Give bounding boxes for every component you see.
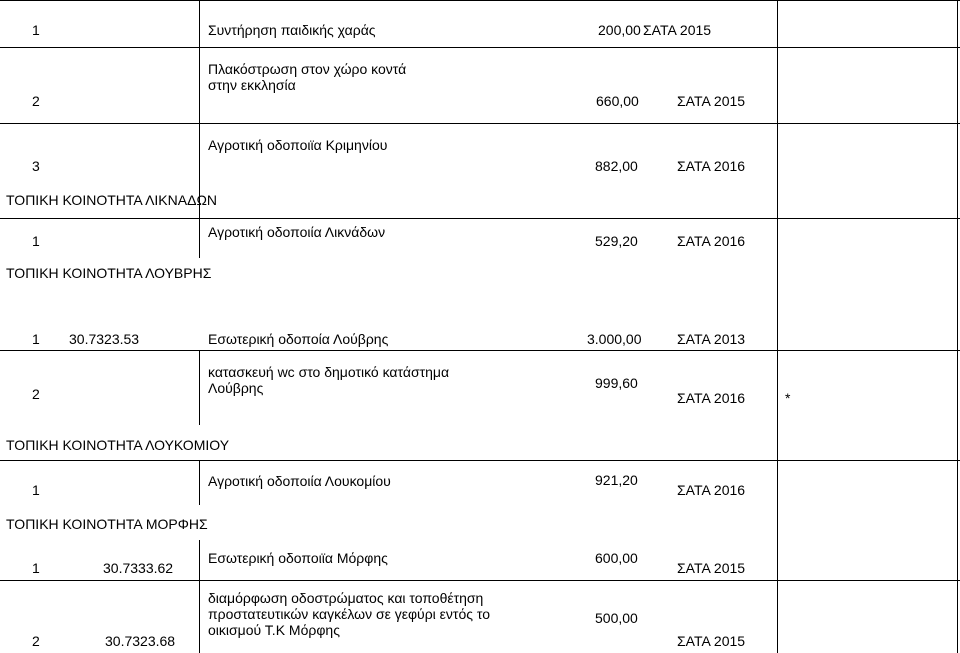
work-description: Εσωτερική οδοποία Λούβρης [208,331,389,347]
row-number: 1 [32,560,40,576]
amount: 529,20 [595,233,638,249]
row-divider [0,218,960,219]
column-divider [199,540,200,653]
column-divider [199,350,200,425]
project-code: 30.7323.53 [69,331,140,347]
funding-program: ΣΑΤΑ 2016 [677,233,746,249]
column-divider [777,0,778,653]
work-description: Εσωτερική οδοποιϊα Μόρφης [208,550,388,566]
row-number: 2 [32,633,40,649]
work-description: Συντήρηση παιδικής χαράς [208,22,376,38]
amount: 921,20 [595,472,638,488]
section-title: ΤΟΠΙΚΗ ΚΟΙΝΟΤΗΤΑ ΜΟΡΦΗΣ [6,516,208,532]
project-code: 30.7333.62 [103,560,174,576]
row-number: 1 [32,233,40,249]
asterisk-note: * [785,390,791,406]
row-divider [0,460,960,461]
row-divider [0,350,960,351]
amount: 200,00 [598,22,641,38]
row-number: 2 [32,386,40,402]
row-divider [0,47,960,48]
column-divider [199,460,200,505]
amount: 882,00 [595,158,638,174]
row-number: 2 [32,93,40,109]
row-number: 1 [32,331,40,347]
row-number: 1 [32,22,40,38]
amount: 999,60 [595,375,638,391]
funding-program: ΣΑΤΑ 2015 [677,93,746,109]
section-title: ΤΟΠΙΚΗ ΚΟΙΝΟΤΗΤΑ ΛΙΚΝΑΔΩΝ [6,192,218,208]
section-title: ΤΟΠΙΚΗ ΚΟΙΝΟΤΗΤΑ ΛΟΥΒΡΗΣ [6,265,212,281]
work-description: Αγροτική οδοποιία Λουκομίου [208,473,391,489]
column-divider [957,0,958,653]
funding-program: ΣΑΤΑ 2013 [677,331,746,347]
row-number: 3 [32,158,40,174]
work-description: Αγροτική οδοποιϊα Κριμηνίου [208,137,388,153]
row-divider [0,0,960,1]
funding-program: ΣΑΤΑ 2016 [677,390,746,406]
row-divider [0,580,960,581]
amount: 600,00 [595,550,638,566]
row-number: 1 [32,482,40,498]
work-description: διαμόρφωση οδοστρώματος και τοποθέτηση προστατευτικών καγκέλων σε γεφύρι εντός το οικισμού Τ.Κ Μόρφης [208,590,490,638]
funding-program: ΣΑΤΑ 2015 [643,22,712,38]
funding-program: ΣΑΤΑ 2016 [677,482,746,498]
work-description: Αγροτική οδοποιία Λικνάδων [208,224,386,240]
amount: 660,00 [596,93,639,109]
amount: 500,00 [595,610,638,626]
funding-program: ΣΑΤΑ 2015 [677,560,746,576]
project-code: 30.7323.68 [105,633,176,649]
funding-program: ΣΑΤΑ 2015 [677,633,746,649]
work-description: κατασκευή wc στο δημοτικό κατάστημα Λούβρης [208,364,450,396]
row-divider [0,123,960,124]
work-description: Πλακόστρωση στον χώρο κοντά στην εκκλησία [208,61,407,93]
column-divider [199,0,200,258]
section-title: ΤΟΠΙΚΗ ΚΟΙΝΟΤΗΤΑ ΛΟΥΚΟΜΙΟΥ [6,437,230,453]
funding-program: ΣΑΤΑ 2016 [677,158,746,174]
amount: 3.000,00 [587,331,642,347]
